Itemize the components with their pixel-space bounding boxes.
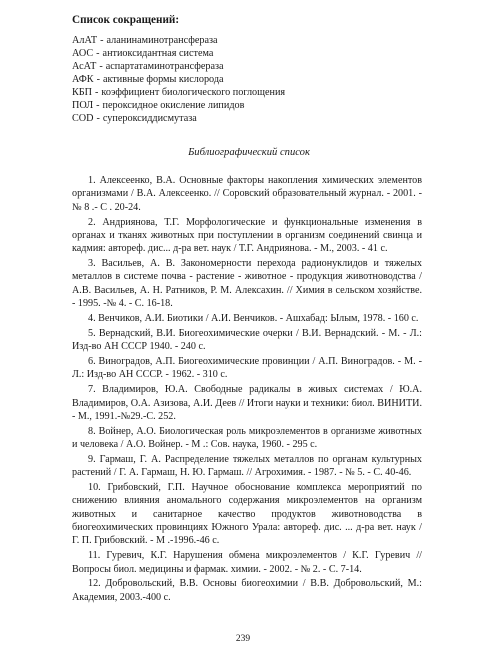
bibliography-entry: 12. Добровольский, В.В. Основы биогеохимии / В.В. Добровольский, М.: Академия, 2003.-400 с. (72, 578, 422, 603)
bibliography-entry: 5. Вернадский, В.И. Биогеохимические очерки / В.И. Вернадский. - М. - Л.: Изд-во АН СССР 1940. - 240 с. (72, 327, 422, 353)
abbreviation-dash: - (96, 48, 100, 59)
abbreviation-definition: коэффициент биологического поглощения (101, 87, 286, 98)
abbreviation-definition: аспартатаминотрансфераза (105, 61, 224, 72)
abbreviation-item (72, 112, 416, 125)
page-number: 239 (235, 634, 251, 644)
abbreviation-dash: - (96, 74, 100, 85)
abbreviation-term: АсАТ (72, 61, 97, 72)
abbreviation-item (72, 60, 416, 73)
abbreviation-dash: - (96, 113, 100, 124)
abbreviation-term: АлАТ (72, 35, 98, 46)
bibliography-entry: 2. Андриянова, Т.Г. Морфологические и функциональные изменения в органах и тканях животных при поступлении в организм соединений свинца и кадмия: автореф. дис... д-ра вет. наук / Т.Г. Андриянова. - М., 2003. - 41 с. (72, 216, 422, 255)
abbreviation-definition: антиоксидантная система (102, 48, 214, 59)
bibliography-entry: 7. Владимиров, Ю.А. Свободные радикалы в живых системах / Ю.А. Владимиров, О.А. Азизова, А.И. Деев // Итоги науки и техники: биол. ВИНИТИ. - М., 1991.-№29.-С. 252. (72, 384, 422, 422)
abbreviation-definition: активные формы кислорода (102, 74, 224, 85)
abbreviation-term: АОС (72, 48, 94, 59)
abbreviation-dash: - (100, 35, 104, 46)
bibliography-entry: 9. Гармаш, Г. А. Распределение тяжелых металлов по органам культурных растений / Г. А. Гармаш, Н. Ю. Гармаш. // Агрохимия. - 1987. - № 5. - С. 40-46. (72, 453, 422, 479)
abbreviation-term: COD (72, 113, 94, 124)
abbreviations-title: Список сокращений: (72, 14, 180, 26)
bibliography-entry: 3. Васильев, А. В. Закономерности перехода радионуклидов и тяжелых металлов в системе почва - растение - животное - продукция животноводства / А.В. Васильев, А. Н. Ратников, Р. М. Алексахин. // Химия в сельском хозяйстве. - 1995. -№ 4. - С. 16-18. (72, 258, 422, 310)
abbreviation-term: АФК (72, 74, 94, 85)
bibliography-entry: 10. Грибовский, Г.П. Научное обоснование комплекса мероприятий по снижению влияния аномального содержания микроэлементов на организм животных и санитарное качество продуктов животноводства в биогеохимических провинциях Южного Урала: автореф. дис. ... д-ра вет. наук / Г. П. Грибовский. - М .-1996.-46 с. (72, 482, 422, 547)
abbreviation-definition: супероксиддисмутаза (102, 113, 197, 124)
bibliography-entry: 1. Алексеенко, В.А. Основные факторы накопления химических элементов организмами / В.А. Алексеенко. // Соровский образовательный журнал. - 2001. - № 8 .- С . 20-24. (72, 175, 422, 213)
abbreviation-dash: - (99, 61, 103, 72)
abbreviation-item (72, 47, 416, 60)
abbreviation-definition: аланинаминотрансфераза (106, 35, 218, 46)
abbreviation-item (72, 99, 416, 112)
abbreviation-item (72, 34, 416, 47)
bibliography-entry: 4. Венчиков, А.И. Биотики / А.И. Венчиков. - Ашхабад: Ылым, 1978. - 160 с. (88, 312, 419, 324)
abbreviation-dash: - (95, 87, 99, 98)
abbreviations-list (72, 34, 416, 125)
abbreviation-term: КБП (72, 87, 93, 98)
abbreviation-dash: - (96, 100, 100, 111)
bibliography-entry: 6. Виноградов, А.П. Биогеохимические провинции / А.П. Виноградов. - М. - Л.: Изд-во АН СССР. - 1962. - 310 с. (72, 355, 422, 381)
abbreviation-term: ПОЛ (72, 100, 94, 111)
abbreviation-item (72, 86, 416, 99)
abbreviation-definition: пероксидное окисление липидов (102, 100, 245, 111)
bibliography-list (72, 174, 422, 604)
abbreviation-item (72, 73, 416, 86)
bibliography-entry: 11. Гуревич, К.Г. Нарушения обмена микроэлементов / К.Г. Гуревич // Вопросы биол. медицины и фармак. химии. - 2002. - № 2. - С. 7-14. (72, 550, 422, 575)
bibliography-title: Библиографический список (188, 147, 310, 158)
bibliography-entry: 8. Войнер, А.О. Биологическая роль микроэлементов в организме животных и человека / А.О. Войнер. - М .: Сов. наука, 1960. - 295 с. (72, 425, 422, 451)
